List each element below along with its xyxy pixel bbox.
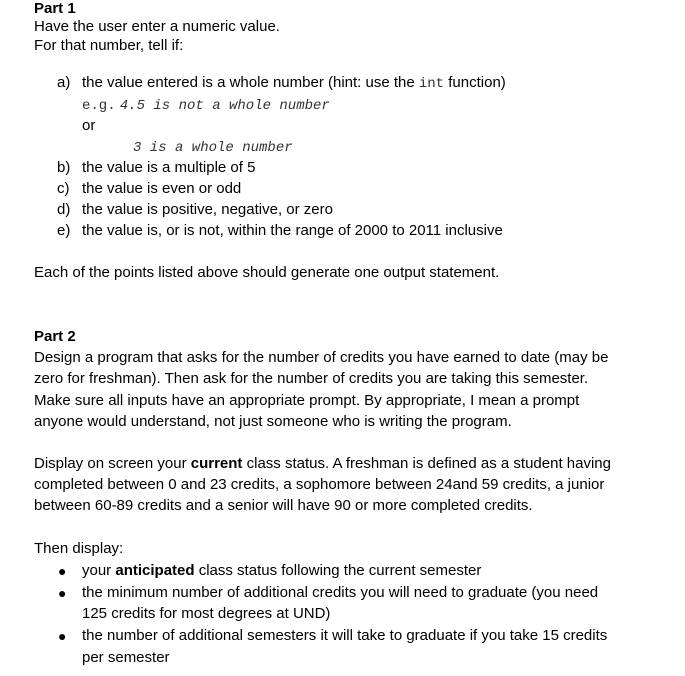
example2-text: 3 is a whole number	[133, 140, 293, 156]
bullet1-after: class status following the current semester	[194, 562, 482, 579]
part1-intro-line2: For that number, tell if:	[34, 37, 184, 54]
bullet-icon: ●	[58, 563, 67, 579]
part1-intro-line1: Have the user enter a numeric value.	[34, 18, 280, 35]
bullet-icon: ●	[58, 585, 67, 601]
list-label-e: e)	[57, 222, 71, 239]
para1-line3: Make sure all inputs have an appropriate prompt. By appropriate, I mean a prompt	[34, 392, 580, 409]
para1-line2: zero for freshman). Then ask for the number of credits you are taking this semester.	[34, 370, 589, 387]
list-text-a-after: function)	[444, 74, 506, 91]
list-text-a	[82, 74, 506, 93]
para2-line2: completed between 0 and 23 credits, a sophomore between 24and 59 credits, a junior	[34, 476, 605, 493]
para1-line4: anyone would understand, not just someone who is writing the program.	[34, 413, 512, 430]
para1-line1: Design a program that asks for the number of credits you have earned to date (may be	[34, 349, 609, 366]
list-text-a-before: the value entered is a whole number (hint: use the	[82, 74, 419, 91]
list-text-c: the value is even or odd	[82, 180, 242, 197]
or-text: or	[82, 117, 96, 134]
para2-line1-before: Display on screen your	[34, 455, 191, 472]
part1-heading: Part 1	[34, 0, 76, 17]
bullet-icon: ●	[58, 628, 67, 644]
list-text-d: the value is positive, negative, or zero	[82, 201, 333, 218]
bullet2-line2: 125 credits for most degrees at UND)	[82, 605, 331, 622]
bullet3-line1: the number of additional semesters it will take to graduate if you take 15 credits	[82, 627, 608, 644]
list-text-b: the value is a multiple of 5	[82, 159, 256, 176]
list-label-d: d)	[57, 201, 71, 218]
example-line	[82, 96, 330, 115]
list-label-c: c)	[57, 180, 70, 197]
bullet1-before: your	[82, 562, 116, 579]
example-text: 4.5 is not a whole number	[119, 98, 330, 114]
para2-line1-after: class status. A freshman is defined as a student having	[242, 455, 611, 472]
then-display: Then display:	[34, 540, 124, 557]
list-label-b: b)	[57, 159, 71, 176]
current-emphasis: current	[190, 455, 243, 472]
para2-line3: between 60-89 credits and a senior will have 90 or more completed credits.	[34, 497, 533, 514]
bullet3-line2: per semester	[82, 649, 170, 666]
example-prefix: e.g.	[82, 98, 116, 114]
list-label-a: a)	[57, 74, 71, 91]
code-int: int	[418, 76, 445, 92]
part1-closing: Each of the points listed above should generate one output statement.	[34, 264, 500, 281]
para2-line1	[34, 455, 611, 473]
part2-heading: Part 2	[34, 328, 76, 345]
bullet1-text	[82, 562, 481, 580]
list-text-e: the value is, or is not, within the range of 2000 to 2011 inclusive	[82, 222, 503, 239]
anticipated-emphasis: anticipated	[115, 562, 195, 579]
bullet2-line1: the minimum number of additional credits you will need to graduate (you need	[82, 584, 599, 601]
